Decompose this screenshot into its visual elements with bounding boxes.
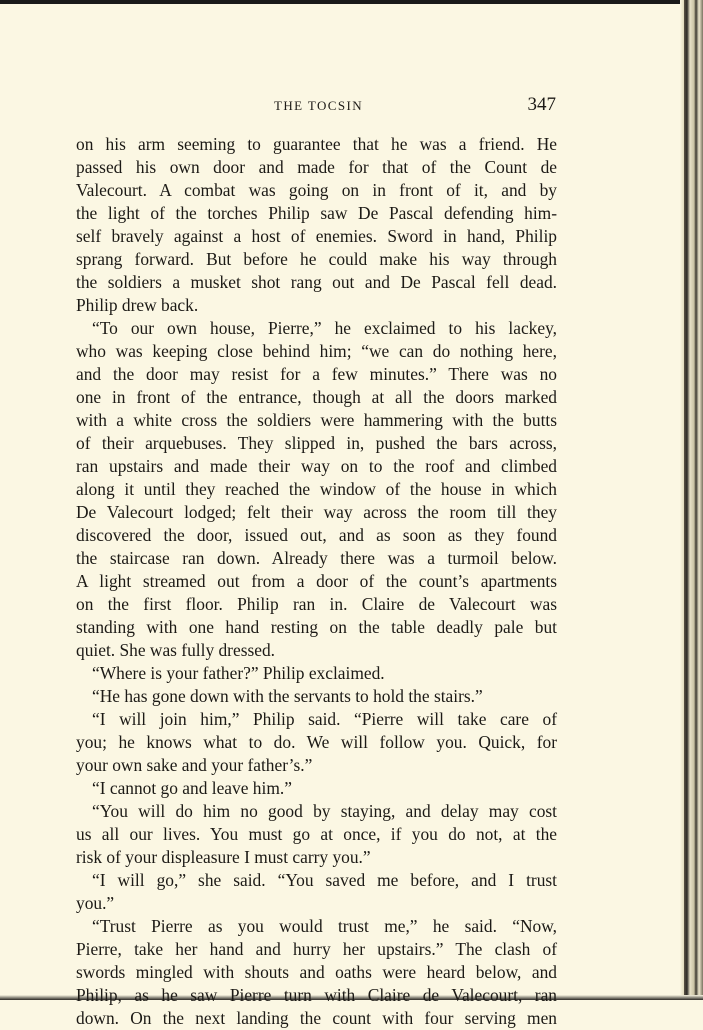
text-line: “Trust Pierre as you would trust me,” he said. “Now, <box>92 916 557 936</box>
text-line: down. On the next landing the count with four serving men <box>76 1008 557 1028</box>
text-line: your own sake and your father’s.” <box>76 755 313 775</box>
text-line: discovered the door, issued out, and as soon as they found <box>76 525 557 545</box>
text-line: sprang forward. But before he could make his way through <box>76 249 557 269</box>
text-line: with a white cross the soldiers were hammering with the butts <box>76 410 557 430</box>
text-line: along it until they reached the window of the house in which <box>76 479 557 499</box>
text-line: quiet. She was fully dressed. <box>76 640 275 660</box>
text-line: standing with one hand resting on the table deadly pale but <box>76 617 557 637</box>
text-line: A light streamed out from a door of the count’s apartments <box>76 571 557 591</box>
text-line: Valecourt. A combat was going on in front of it, and by <box>76 180 557 200</box>
text-line: Philip, as he saw Pierre turn with Claire de Valecourt, ran <box>76 985 557 1005</box>
body-text <box>76 133 557 1030</box>
text-line: of their arquebuses. They slipped in, pushed the bars across, <box>76 433 557 453</box>
text-line: “He has gone down with the servants to hold the stairs.” <box>92 686 483 706</box>
text-line: the staircase ran down. Already there was a turmoil below. <box>76 548 557 568</box>
book-spine-edge <box>684 0 703 1000</box>
text-line: “I will join him,” Philip said. “Pierre will take care of <box>92 709 557 729</box>
running-head <box>76 94 556 118</box>
text-line: passed his own door and made for that of the Count de <box>76 157 557 177</box>
text-line: ran upstairs and made their way on to the roof and climbed <box>76 456 557 476</box>
text-line: on his arm seeming to guarantee that he was a friend. He <box>76 134 557 154</box>
text-line: the soldiers a musket shot rang out and De Pascal fell dead. <box>76 272 557 292</box>
text-line: Pierre, take her hand and hurry her upstairs.” The clash of <box>76 939 557 959</box>
text-line: risk of your displeasure I must carry you.” <box>76 847 371 867</box>
text-line: who was keeping close behind him; “we can do nothing here, <box>76 341 557 361</box>
top-border <box>0 0 703 4</box>
text-line: Philip drew back. <box>76 295 199 315</box>
text-line: and the door may resist for a few minutes.” There was no <box>76 364 557 384</box>
running-head-title: THE TOCSIN <box>274 98 363 113</box>
text-line: “You will do him no good by staying, and delay may cost <box>92 801 557 821</box>
text-line: “I will go,” she said. “You saved me before, and I trust <box>92 870 557 890</box>
page-number: 347 <box>527 94 556 115</box>
text-line: De Valecourt lodged; felt their way across the room till they <box>76 502 557 522</box>
text-line: us all our lives. You must go at once, if you do not, at the <box>76 824 557 844</box>
text-line: one in front of the entrance, though at all the doors marked <box>76 387 557 407</box>
text-line: “Where is your father?” Philip exclaimed. <box>92 663 385 683</box>
text-line: on the first floor. Philip ran in. Claire de Valecourt was <box>76 594 557 614</box>
text-line: you; he knows what to do. We will follow you. Quick, for <box>76 732 557 752</box>
text-line: self bravely against a host of enemies. Sword in hand, Philip <box>76 226 557 246</box>
text-line: “To our own house, Pierre,” he exclaimed to his lackey, <box>92 318 557 338</box>
text-line: “I cannot go and leave him.” <box>92 778 292 798</box>
text-line: swords mingled with shouts and oaths were heard below, and <box>76 962 557 982</box>
text-line: you.” <box>76 893 115 913</box>
text-line: the light of the torches Philip saw De Pascal defending him- <box>76 203 557 223</box>
